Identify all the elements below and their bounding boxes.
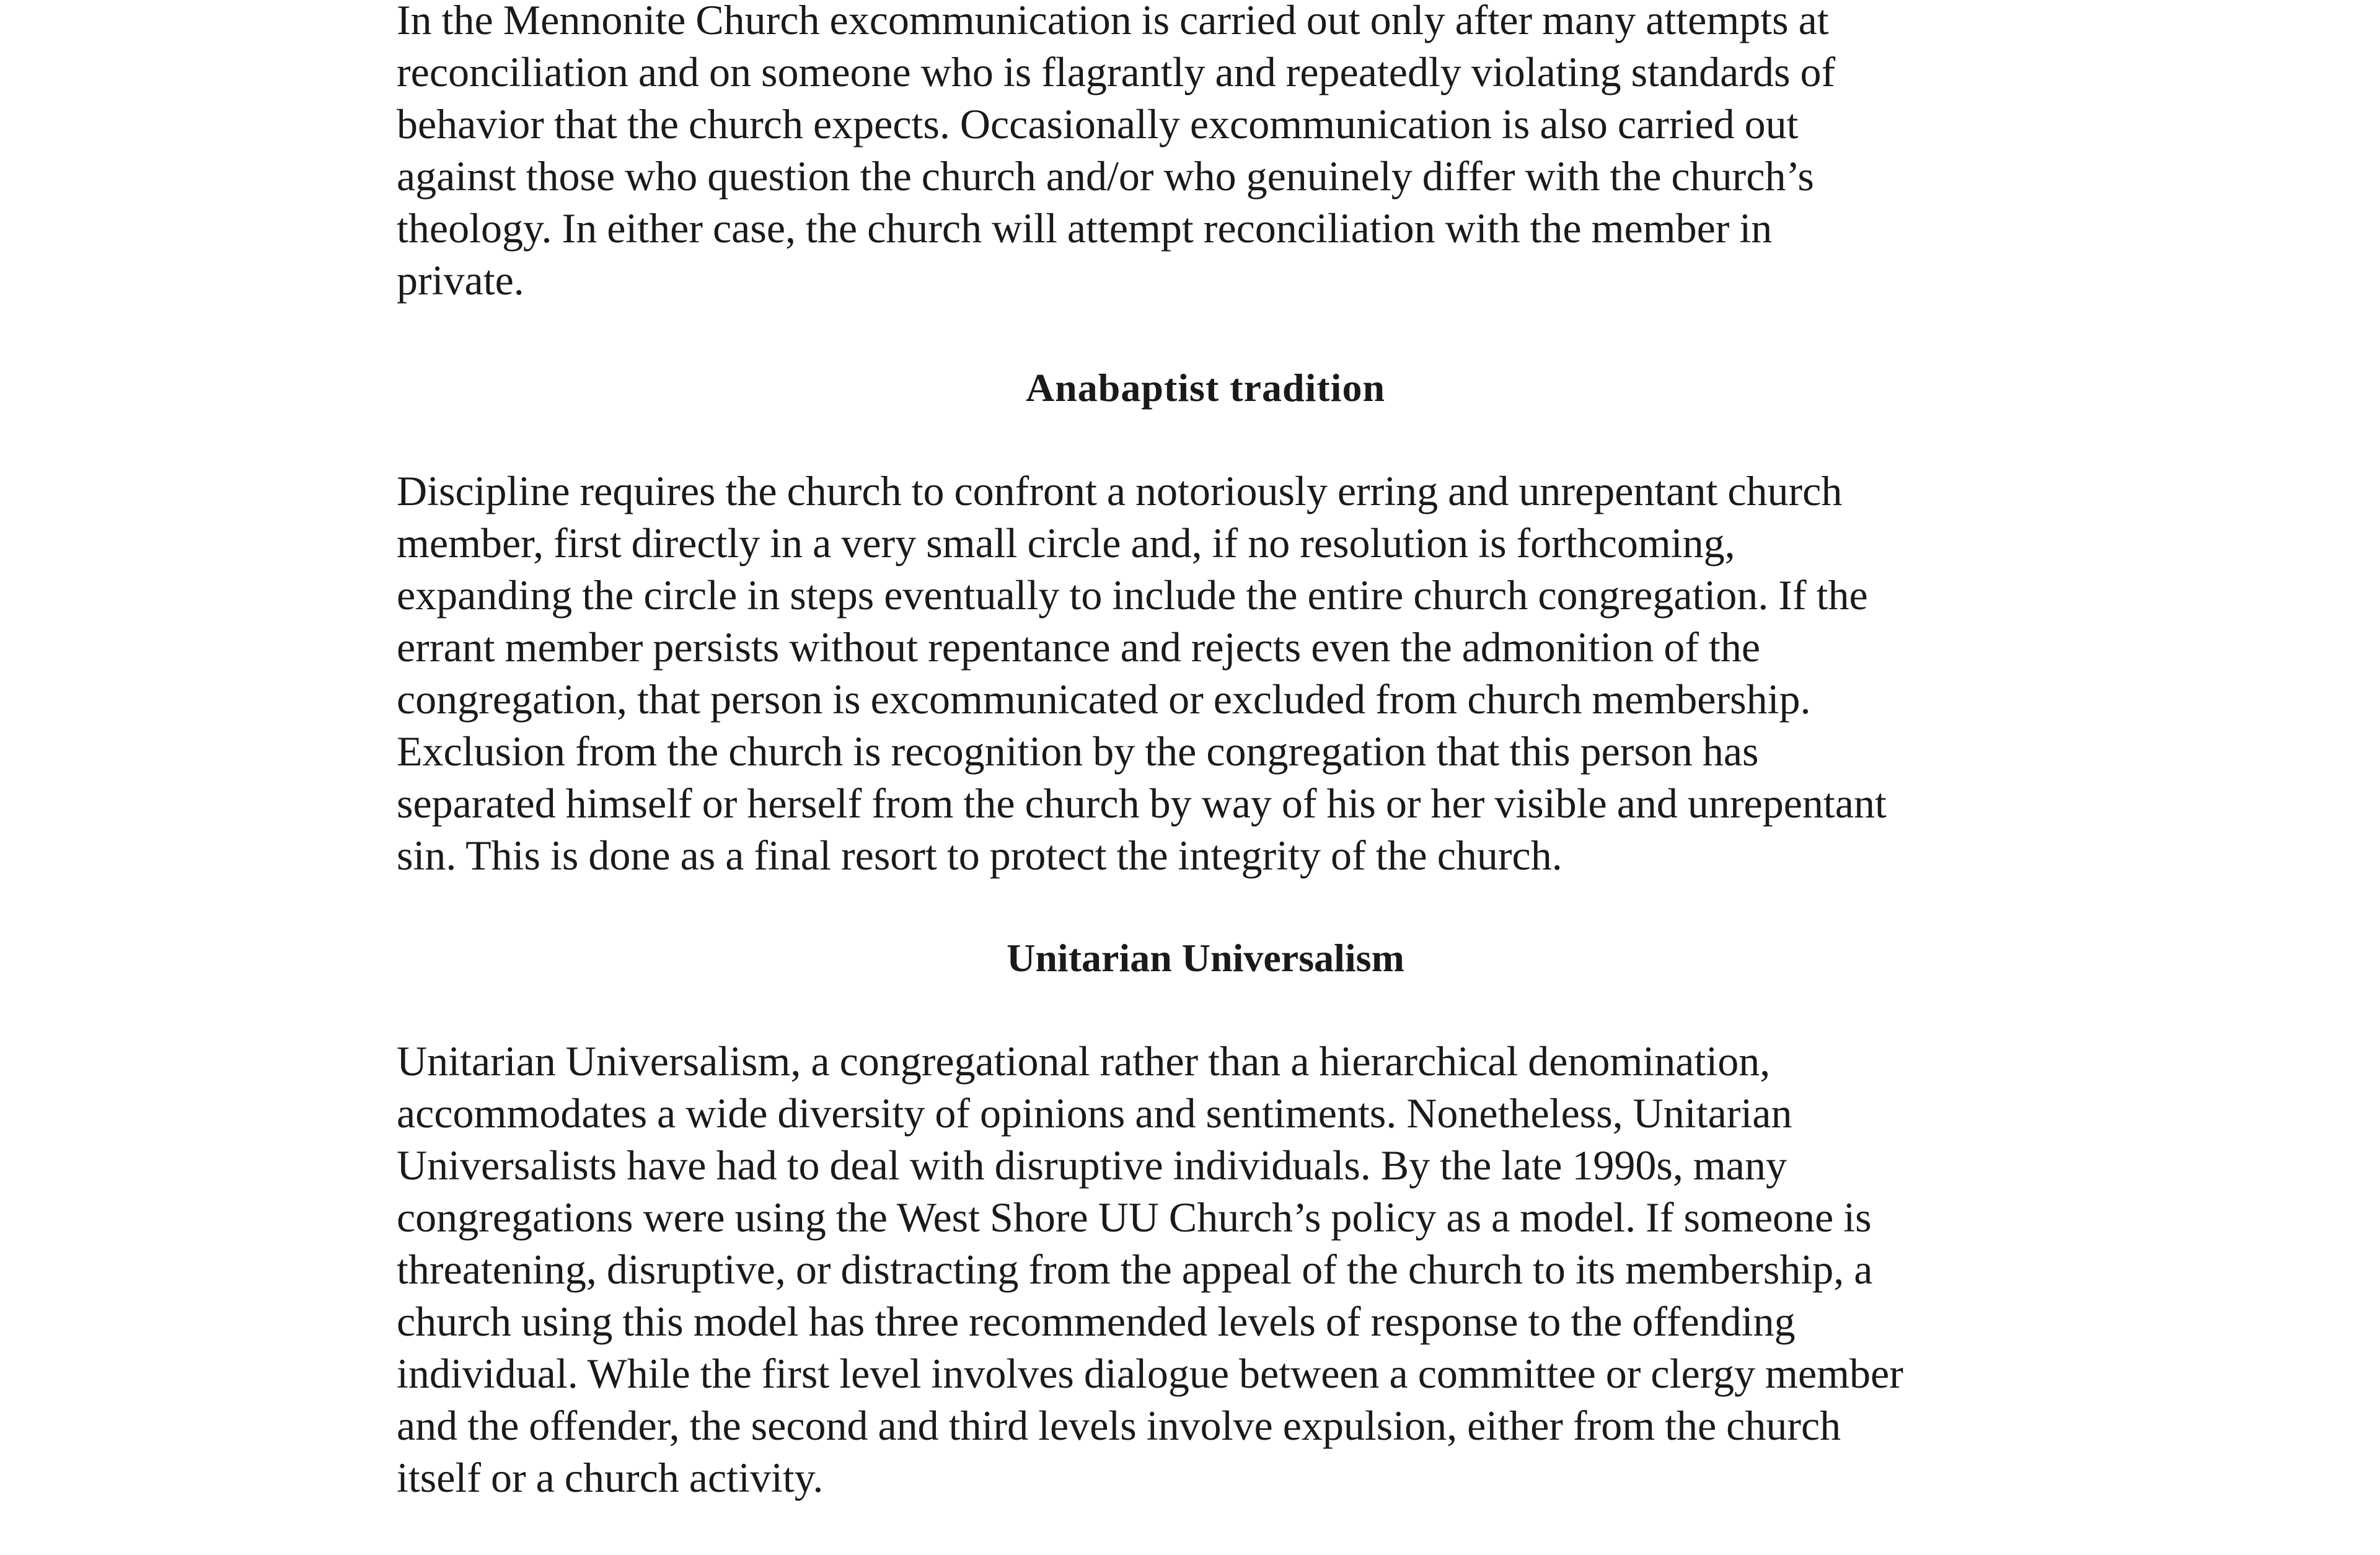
mennonite-paragraph: In the Mennonite Church excommunication is carried out only after many attempts at reconciliation and on someone who is flagrantly and repeatedly violating standards of behavior that the church expects. Occasionally excommunication is also carried out against those who question the church and/or who genuinely differ with the church’s theology. In either case, the church will attempt reconciliation with the member in private. [397,0,1836,304]
section-heading-anabaptist: Anabaptist tradition [1025,366,1386,410]
anabaptist-paragraph: Discipline requires the church to confront a notoriously erring and unrepentant church member, first directly in a very small circle and, if no resolution is forthcoming, expanding the circle in steps eventually to include the entire church congregation. If the errant member persists without repentance and rejects even the admonition of the congregation, that person is excommunicated or excluded from church membership. Exclusion from the church is recognition by the congregation that this person has separated himself or herself from the church by way of his or her visible and unrepentant sin. This is done as a final resort to protect the integrity of the church. [397,467,1887,879]
unitarian-paragraph: Unitarian Universalism, a congregational rather than a hierarchical denomination, accommodates a wide diversity of opinions and sentiments. Nonetheless, Unitarian Universalists have had to deal with disruptive individuals. By the late 1990s, many congregations were using the West Shore UU Church’s policy as a model. If someone is threatening, disruptive, or distracting from the appeal of the church to its membership, a church using this model has three recommended levels of response to the offending individual. While the first level involves dialogue between a committee or clergy member and the offender, the second and third levels involve expulsion, either from the church itself or a church activity. [397,1037,1903,1501]
section-heading-unitarian: Unitarian Universalism [1007,936,1404,980]
